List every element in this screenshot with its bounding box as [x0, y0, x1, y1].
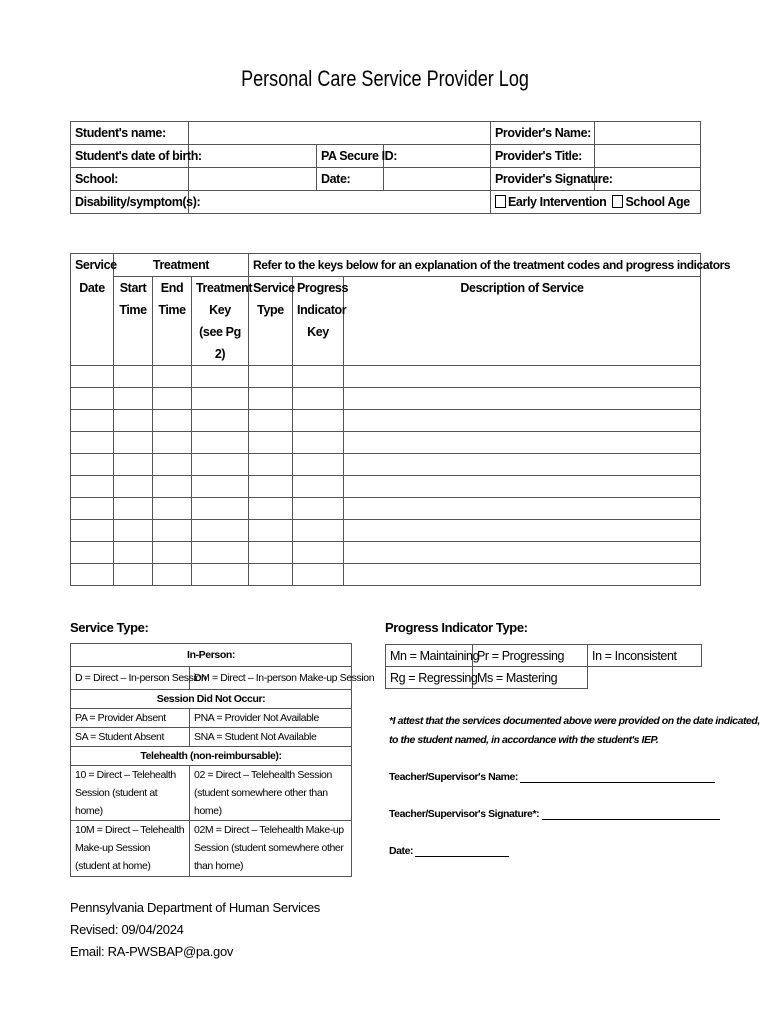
school-age-label: School Age — [625, 195, 690, 209]
log-cell[interactable] — [71, 520, 114, 542]
log-cell[interactable] — [153, 564, 192, 586]
service-type-heading: Service Type: — [70, 620, 149, 635]
log-cell[interactable] — [114, 454, 153, 476]
not-occur-heading: Session Did Not Occur: — [71, 690, 352, 709]
log-cell[interactable] — [71, 542, 114, 564]
log-cell[interactable] — [192, 454, 249, 476]
attest-line-2: to the student named, in accordance with the student's IEP. — [389, 734, 659, 746]
attest-date-row — [389, 845, 509, 857]
log-cell[interactable] — [249, 388, 293, 410]
log-cell[interactable] — [153, 498, 192, 520]
log-row — [71, 454, 701, 476]
log-cell[interactable] — [153, 410, 192, 432]
service-log-table — [70, 253, 731, 586]
empty-cell — [588, 667, 702, 689]
log-cell[interactable] — [192, 564, 249, 586]
log-cell[interactable] — [293, 520, 344, 542]
log-cell[interactable] — [114, 520, 153, 542]
attest-date-label: Date: — [389, 845, 414, 857]
pa-secure-id-label: PA Secure ID: — [317, 145, 384, 168]
in-person-heading: In-Person: — [71, 644, 352, 667]
log-cell[interactable] — [344, 454, 701, 476]
log-cell[interactable] — [293, 564, 344, 586]
footer-email: Email: RA-PWSBAP@pa.gov — [70, 944, 234, 959]
log-cell[interactable] — [153, 542, 192, 564]
disability-label: Disability/symptom(s): — [71, 191, 189, 214]
log-cell[interactable] — [293, 432, 344, 454]
log-cell[interactable] — [192, 366, 249, 388]
log-cell[interactable] — [71, 410, 114, 432]
log-row — [71, 366, 701, 388]
log-cell[interactable] — [249, 476, 293, 498]
log-cell[interactable] — [114, 564, 153, 586]
log-cell[interactable] — [153, 432, 192, 454]
log-cell[interactable] — [114, 498, 153, 520]
log-row — [71, 388, 701, 410]
attest-line-1: *I attest that the services documented above were provided on the date indicated, — [389, 715, 760, 727]
key-sa: SA = Student Absent — [71, 728, 190, 747]
providers-name-label: Provider's Name: — [491, 122, 595, 145]
log-cell[interactable] — [249, 498, 293, 520]
log-cell[interactable] — [71, 454, 114, 476]
log-cell[interactable] — [114, 432, 153, 454]
log-cell[interactable] — [71, 476, 114, 498]
log-cell[interactable] — [114, 366, 153, 388]
log-cell[interactable] — [293, 410, 344, 432]
log-cell[interactable] — [114, 542, 153, 564]
log-row — [71, 432, 701, 454]
key-02m: 02M = Direct – Telehealth Make-up Session (student somewhere other than home) — [190, 821, 352, 877]
log-cell[interactable] — [71, 564, 114, 586]
progress-heading: Progress Indicator Type: — [385, 620, 528, 635]
attest-date-line[interactable] — [415, 856, 509, 857]
log-cell[interactable] — [344, 498, 701, 520]
pa-secure-id-field[interactable] — [384, 145, 491, 168]
log-cell[interactable] — [344, 476, 701, 498]
early-intervention-checkbox[interactable] — [495, 195, 506, 208]
key-d: D = Direct – In-person Session — [71, 667, 190, 690]
log-cell[interactable] — [71, 498, 114, 520]
log-cell[interactable] — [192, 388, 249, 410]
key-02: 02 = Direct – Telehealth Session (student somewhere other than home) — [190, 766, 352, 821]
school-field[interactable] — [189, 168, 317, 191]
col-service-type: Service Type — [249, 277, 293, 366]
school-label: School: — [71, 168, 189, 191]
log-row — [71, 476, 701, 498]
log-cell[interactable] — [192, 498, 249, 520]
log-row — [71, 542, 701, 564]
log-cell[interactable] — [344, 564, 701, 586]
key-pa: PA = Provider Absent — [71, 709, 190, 728]
log-cell[interactable] — [192, 542, 249, 564]
footer-revised: Revised: 09/04/2024 — [70, 922, 184, 937]
log-cell[interactable] — [344, 410, 701, 432]
footer — [70, 897, 320, 963]
attestation — [389, 712, 760, 750]
log-cell[interactable] — [344, 520, 701, 542]
students-dob-field[interactable] — [189, 145, 317, 168]
treatment-header: Treatment — [114, 254, 249, 277]
log-cell[interactable] — [249, 542, 293, 564]
footer-org: Pennsylvania Department of Human Services — [70, 900, 320, 915]
program-type-options — [491, 191, 701, 214]
log-cell[interactable] — [114, 388, 153, 410]
log-cell[interactable] — [293, 454, 344, 476]
log-cell[interactable] — [153, 366, 192, 388]
teacher-name-row — [389, 771, 715, 783]
log-cell[interactable] — [293, 366, 344, 388]
log-cell[interactable] — [344, 542, 701, 564]
log-cell[interactable] — [71, 432, 114, 454]
col-treatment-key: Treatment Key (see Pg 2) — [192, 277, 249, 366]
providers-signature-label: Provider's Signature: — [491, 168, 595, 191]
teacher-signature-row — [389, 808, 720, 820]
key-10m: 10M = Direct – Telehealth Make-up Session (student at home) — [71, 821, 190, 877]
student-info-table — [70, 121, 701, 214]
disability-field[interactable] — [189, 191, 491, 214]
log-cell[interactable] — [114, 410, 153, 432]
log-row — [71, 520, 701, 542]
teacher-name-line[interactable] — [520, 782, 715, 783]
log-cell[interactable] — [153, 388, 192, 410]
telehealth-heading: Telehealth (non-reimbursable): — [71, 747, 352, 766]
log-cell[interactable] — [192, 476, 249, 498]
col-progress-indicator: Progress Indicator Key — [293, 277, 344, 366]
log-cell[interactable] — [293, 542, 344, 564]
refer-header: Refer to the keys below for an explanation of the treatment codes and progress indicators — [249, 254, 701, 277]
log-cell[interactable] — [249, 520, 293, 542]
log-cell[interactable] — [192, 520, 249, 542]
providers-title-label: Provider's Title: — [491, 145, 595, 168]
service-type-key-table — [70, 643, 375, 877]
key-10: 10 = Direct – Telehealth Session (student at home) — [71, 766, 190, 821]
log-row — [71, 498, 701, 520]
log-cell[interactable] — [249, 454, 293, 476]
teacher-name-label: Teacher/Supervisor's Name: — [389, 771, 518, 783]
progress-key-table — [385, 644, 702, 689]
key-dm: DM = Direct – In-person Make-up Session — [190, 667, 352, 690]
log-cell[interactable] — [249, 432, 293, 454]
key-mn: Mn = Maintaining — [386, 645, 473, 667]
log-cell[interactable] — [249, 410, 293, 432]
log-cell[interactable] — [153, 476, 192, 498]
log-cell[interactable] — [293, 498, 344, 520]
log-cell[interactable] — [192, 432, 249, 454]
key-pna: PNA = Provider Not Available — [190, 709, 352, 728]
service-header: Service — [71, 254, 114, 277]
col-date: Date — [71, 277, 114, 366]
key-pr: Pr = Progressing — [473, 645, 588, 667]
log-cell[interactable] — [249, 564, 293, 586]
col-end-time: End Time — [153, 277, 192, 366]
log-cell[interactable] — [114, 476, 153, 498]
students-name-field[interactable] — [189, 122, 491, 145]
teacher-signature-line[interactable] — [542, 819, 720, 820]
key-ms: Ms = Mastering — [473, 667, 588, 689]
key-sna: SNA = Student Not Available — [190, 728, 352, 747]
log-cell[interactable] — [293, 476, 344, 498]
log-row — [71, 564, 701, 586]
providers-name-field[interactable] — [595, 122, 701, 145]
students-dob-label: Student's date of birth: — [71, 145, 189, 168]
log-cell[interactable] — [71, 388, 114, 410]
log-cell[interactable] — [153, 454, 192, 476]
teacher-signature-label: Teacher/Supervisor's Signature*: — [389, 808, 540, 820]
log-cell[interactable] — [192, 410, 249, 432]
log-cell[interactable] — [344, 432, 701, 454]
log-cell[interactable] — [71, 366, 114, 388]
log-cell[interactable] — [344, 388, 701, 410]
log-row — [71, 410, 701, 432]
providers-title-field[interactable] — [595, 145, 701, 168]
date-field[interactable] — [384, 168, 491, 191]
page-title: Personal Care Service Provider Log — [241, 66, 529, 91]
col-description: Description of Service — [344, 277, 701, 366]
log-cell[interactable] — [153, 520, 192, 542]
early-intervention-label: Early Intervention — [508, 195, 607, 209]
log-cell[interactable] — [293, 388, 344, 410]
col-start-time: Start Time — [114, 277, 153, 366]
school-age-checkbox[interactable] — [612, 195, 623, 208]
log-cell[interactable] — [344, 366, 701, 388]
students-name-label: Student's name: — [71, 122, 189, 145]
key-in: In = Inconsistent — [588, 645, 702, 667]
log-cell[interactable] — [249, 366, 293, 388]
date-label: Date: — [317, 168, 384, 191]
key-rg: Rg = Regressing — [386, 667, 473, 689]
